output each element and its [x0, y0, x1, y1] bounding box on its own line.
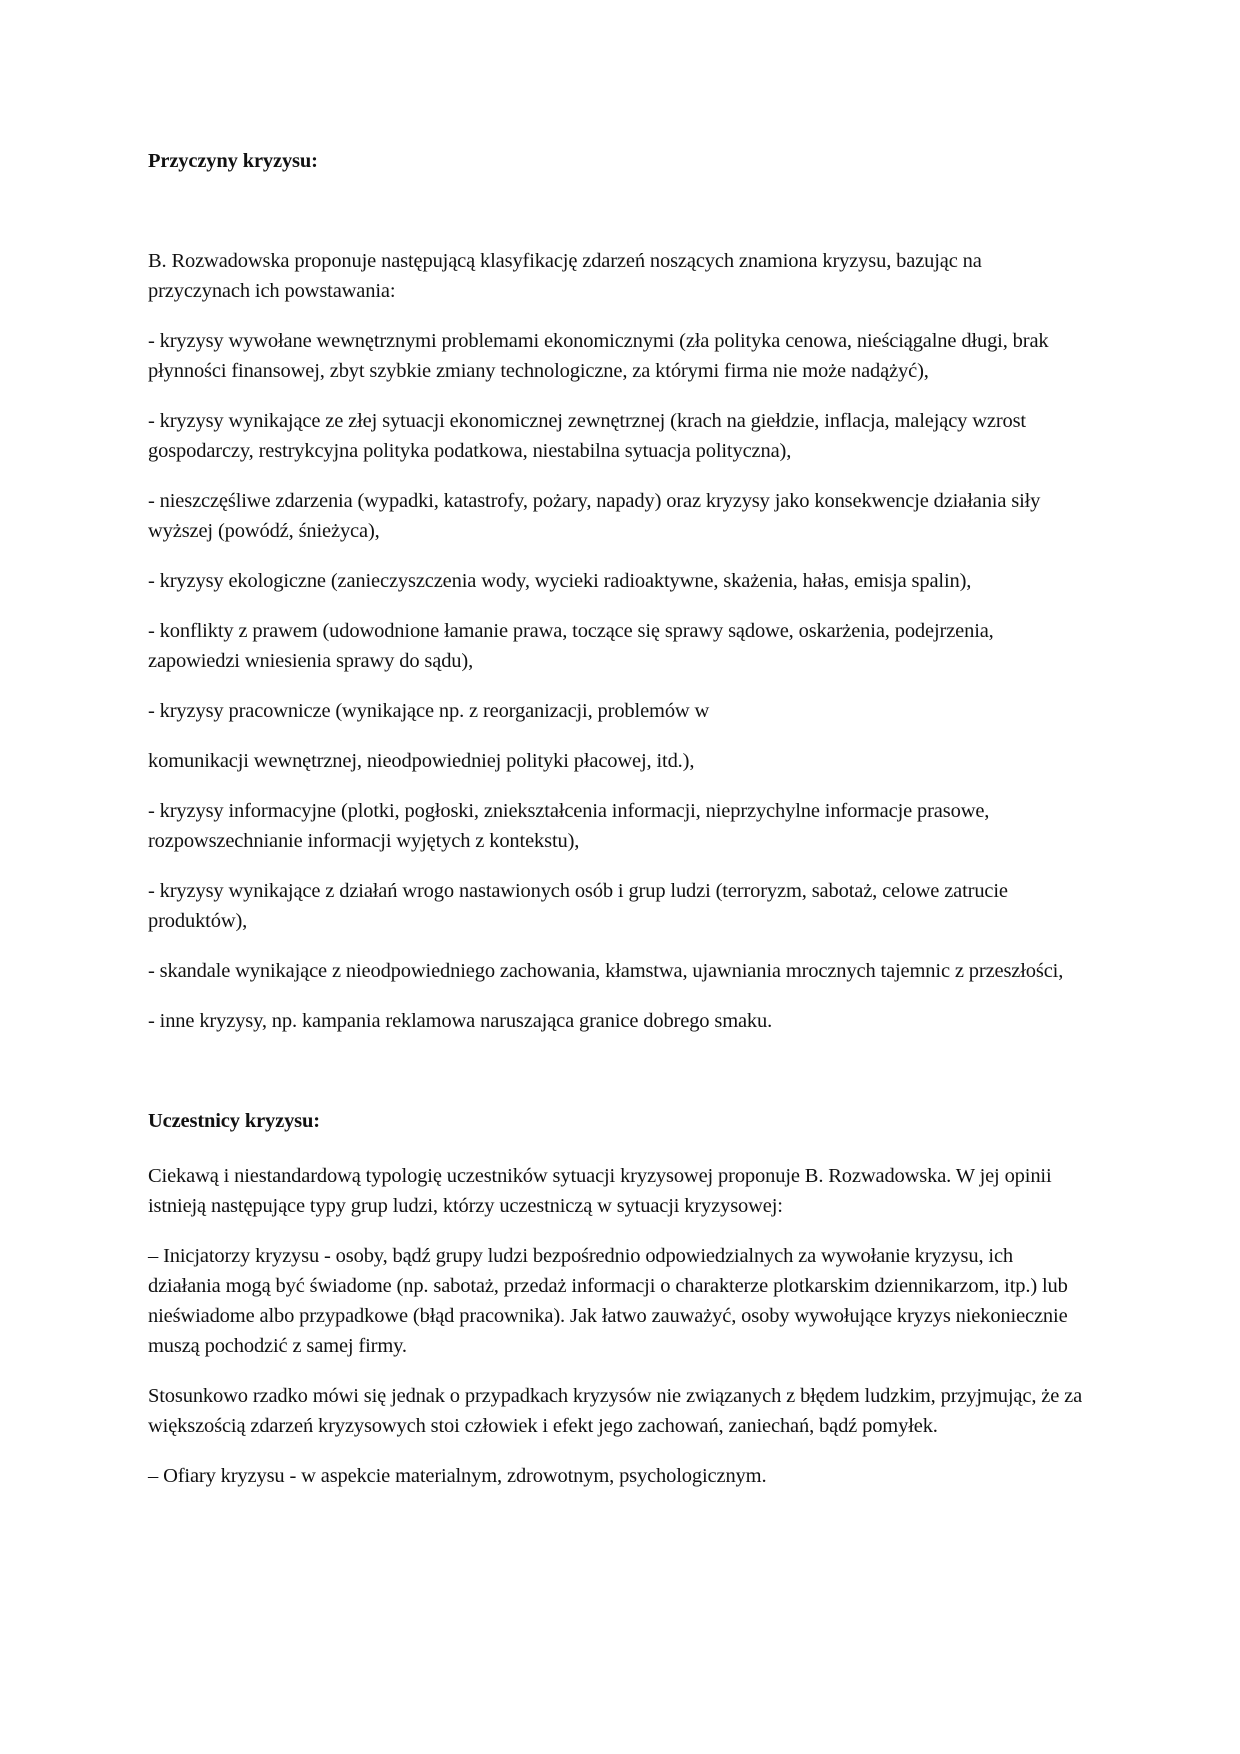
paragraph: Stosunkowo rzadko mówi się jednak o przypadkach kryzysów nie związanych z błędem ludzkim, przyjmując, że za większością zdarzeń kryzysowych stoi człowiek i efekt jego zachowań, zaniechań, bądź pomyłek.: [148, 1385, 1083, 1437]
section-heading-participants: Uczestnicy kryzysu:: [148, 1110, 320, 1132]
section-intro: B. Rozwadowska proponuje następującą klasyfikację zdarzeń noszących znamiona kryzysu, bazując na przyczynach ich powstawania:: [148, 250, 982, 302]
list-item: - kryzysy ekologiczne (zanieczyszczenia wody, wycieki radioaktywne, skażenia, hałas, emisja spalin),: [148, 570, 972, 592]
paragraph: – Ofiary kryzysu - w aspekcie materialnym, zdrowotnym, psychologicznym.: [148, 1465, 767, 1487]
document-page: [148, 146, 1083, 1511]
list-item: - nieszczęśliwe zdarzenia (wypadki, katastrofy, pożary, napady) oraz kryzysy jako konsekwencje działania siły wyższej (powódź, śnieżyca),: [148, 490, 1041, 542]
list-item: - kryzysy informacyjne (plotki, pogłoski, zniekształcenia informacji, nieprzychylne informacje prasowe, rozpowszechnianie informacji wyjętych z kontekstu),: [148, 800, 990, 852]
list-item: - kryzysy wynikające ze złej sytuacji ekonomicznej zewnętrznej (krach na giełdzie, inflacja, malejący wzrost gospodarczy, restrykcyjna polityka podatkowa, niestabilna sytuacja polityczna),: [148, 410, 1026, 462]
list-item: - kryzysy wywołane wewnętrznymi problemami ekonomicznymi (zła polityka cenowa, nieściągalne długi, brak płynności finansowej, zbyt szybkie zmiany technologiczne, za którymi firma nie może nadążyć),: [148, 330, 1049, 382]
list-item: - konflikty z prawem (udowodnione łamanie prawa, toczące się sprawy sądowe, oskarżenia, podejrzenia, zapowiedzi wniesienia sprawy do sądu),: [148, 620, 994, 672]
list-item: - inne kryzysy, np. kampania reklamowa naruszająca granice dobrego smaku.: [148, 1010, 773, 1032]
list-item: - kryzysy pracownicze (wynikające np. z reorganizacji, problemów w: [148, 700, 710, 722]
list-item: - kryzysy wynikające z działań wrogo nastawionych osób i grup ludzi (terroryzm, sabotaż, celowe zatrucie produktów),: [148, 880, 1008, 932]
list-item: - skandale wynikające z nieodpowiedniego zachowania, kłamstwa, ujawniania mrocznych tajemnic z przeszłości,: [148, 960, 1064, 982]
list-item-continuation: komunikacji wewnętrznej, nieodpowiedniej polityki płacowej, itd.),: [148, 750, 695, 772]
section-heading-causes: Przyczyny kryzysu:: [148, 150, 318, 172]
paragraph: Ciekawą i niestandardową typologię uczestników sytuacji kryzysowej proponuje B. Rozwadowska. W jej opinii istnieją następujące typy grup ludzi, którzy uczestniczą w sytuacji kryzysowej:: [148, 1165, 1052, 1217]
paragraph: – Inicjatorzy kryzysu - osoby, bądź grupy ludzi bezpośrednio odpowiedzialnych za wywołanie kryzysu, ich działania mogą być świadome (np. sabotaż, przedaż informacji o charakterze plotkarskim dziennikarzom, itp.) lub nieświadome albo przypadkowe (błąd pracownika). Jak łatwo zauważyć, osoby wywołujące kryzys niekoniecznie muszą pochodzić z samej firmy.: [148, 1245, 1068, 1357]
